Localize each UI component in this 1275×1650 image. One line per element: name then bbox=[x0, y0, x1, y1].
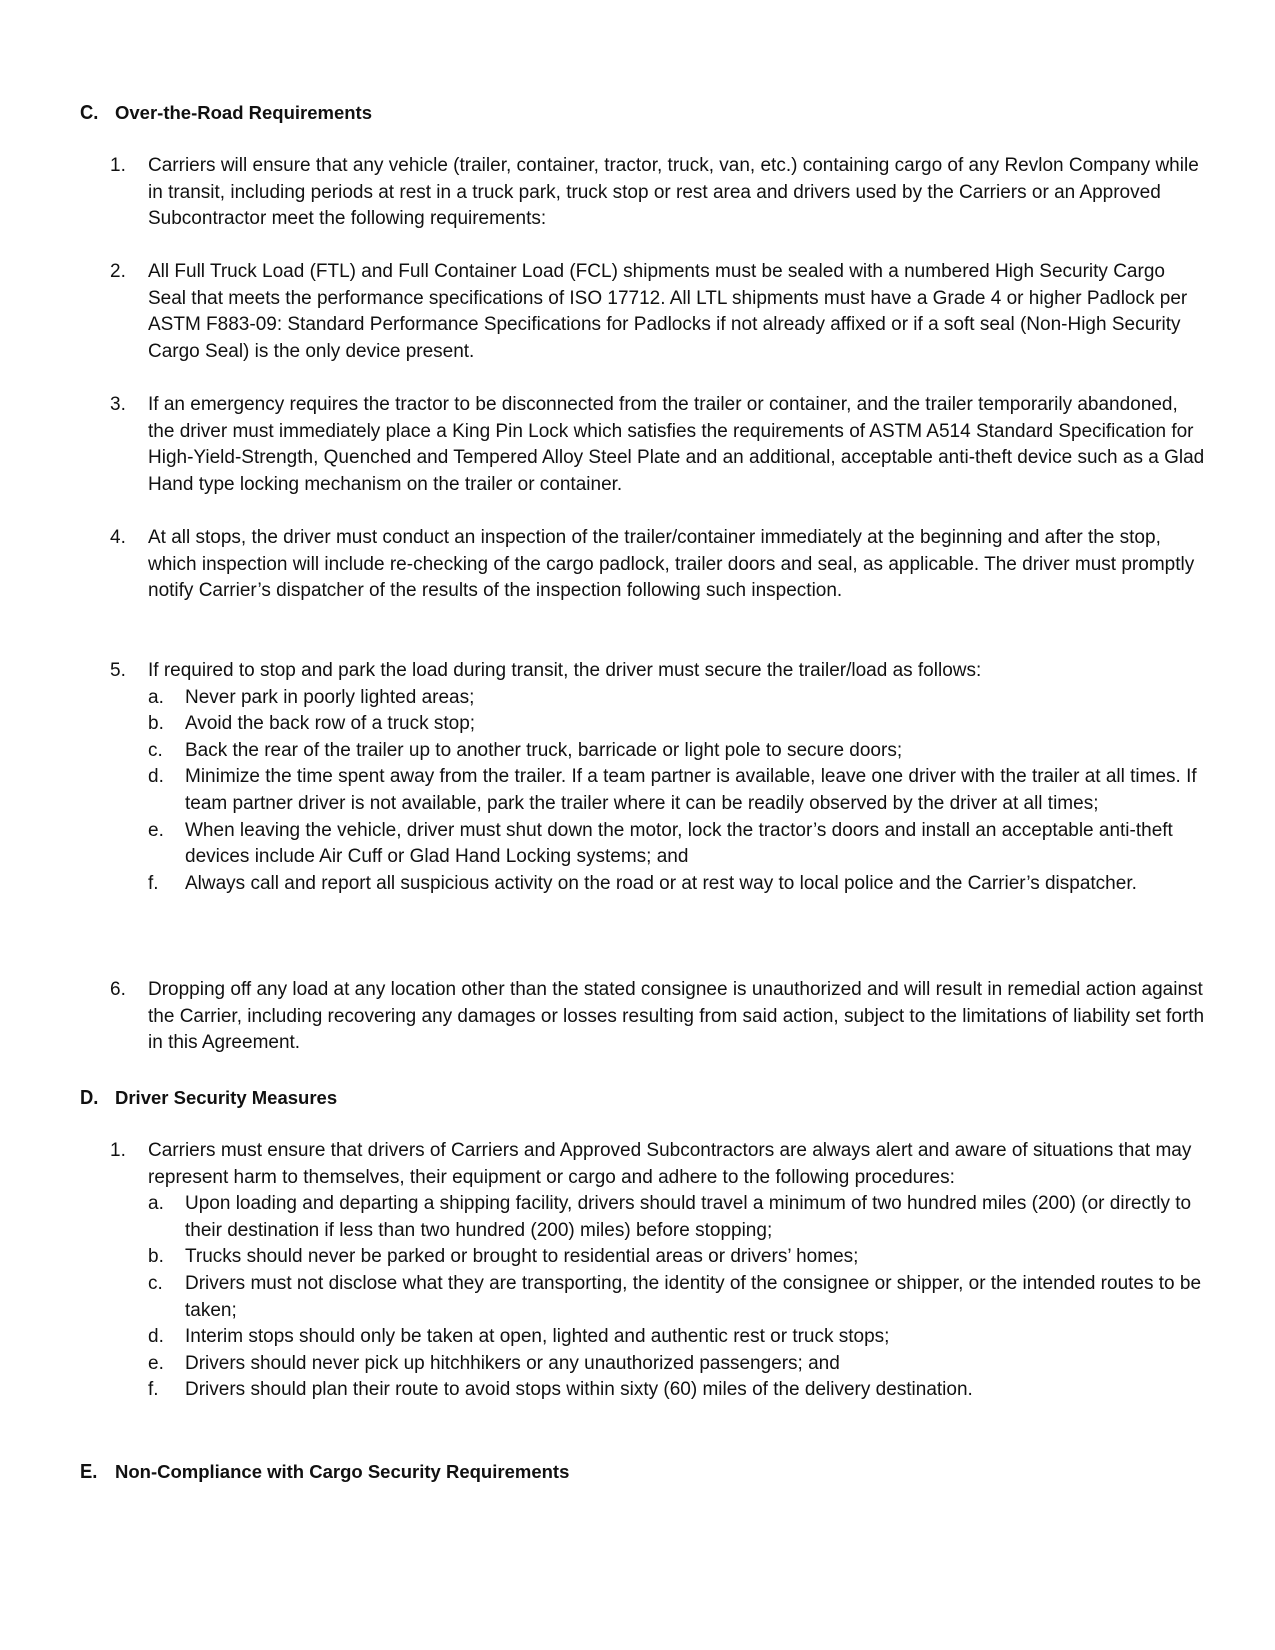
sub-item-text: Back the rear of the trailer up to another truck, barricade or light pole to secure doors; bbox=[185, 739, 903, 761]
sub-item-letter: c. bbox=[148, 1272, 163, 1294]
section-title: Non-Compliance with Cargo Security Requirements bbox=[115, 1461, 570, 1482]
sub-item-text: Avoid the back row of a truck stop; bbox=[185, 713, 476, 735]
sub-item-letter: a. bbox=[148, 686, 164, 708]
sub-list-item bbox=[110, 1271, 1205, 1324]
section-letter: E. bbox=[80, 1461, 98, 1483]
list-item bbox=[110, 259, 1205, 365]
sub-item-text: Always call and report all suspicious activity on the road or at rest way to local police and the Carrier’s dispatcher. bbox=[185, 872, 1137, 894]
section-heading-d bbox=[80, 1085, 337, 1112]
sub-item-text: Never park in poorly lighted areas; bbox=[185, 686, 475, 708]
sub-list-item bbox=[110, 738, 1205, 765]
item-number: 4. bbox=[110, 527, 126, 548]
list-item bbox=[110, 658, 1205, 897]
sub-item-text: When leaving the vehicle, driver must shut down the motor, lock the tractor’s doors and install an acceptable anti-theft devices include Air Cuff or Glad Hand Locking systems; and bbox=[185, 819, 1173, 868]
sub-item-letter: e. bbox=[148, 1352, 164, 1374]
sub-item-text: Drivers should plan their route to avoid stops within sixty (60) miles of the delivery destination. bbox=[185, 1379, 973, 1401]
sub-item-letter: d. bbox=[148, 1326, 164, 1348]
item-text: If required to stop and park the load during transit, the driver must secure the trailer/load as follows: bbox=[148, 660, 982, 681]
list-item bbox=[110, 392, 1205, 498]
item-text: If an emergency requires the tractor to be disconnected from the trailer or container, and the trailer temporarily abandoned, the driver must immediately place a King Pin Lock which satisfies the requirements of ASTM A514 Standard Specification for High-Yield-Strength, Quenched and Tempered Alloy Steel Plate and an additional, acceptable anti-theft device such as a Glad Hand type locking mechanism on the trailer or container. bbox=[148, 394, 1205, 495]
list-item bbox=[110, 1138, 1205, 1404]
sub-list-item bbox=[110, 711, 1205, 738]
item-number: 1. bbox=[110, 155, 126, 176]
sub-list-item bbox=[110, 1377, 1205, 1404]
sub-list-item bbox=[110, 1324, 1205, 1351]
sub-item-letter: c. bbox=[148, 739, 163, 761]
sub-item-text: Drivers must not disclose what they are transporting, the identity of the consignee or shipper, or the intended routes to be taken; bbox=[185, 1272, 1202, 1321]
item-number: 2. bbox=[110, 261, 126, 282]
sub-item-letter: f. bbox=[148, 872, 159, 894]
sub-item-text: Drivers should never pick up hitchhikers or any unauthorized passengers; and bbox=[185, 1352, 840, 1374]
sub-item-letter: a. bbox=[148, 1193, 164, 1215]
sub-list-item bbox=[110, 685, 1205, 712]
section-heading-c bbox=[80, 100, 372, 127]
list-item bbox=[110, 977, 1205, 1057]
sub-item-letter: f. bbox=[148, 1379, 159, 1401]
sub-list-item bbox=[110, 871, 1205, 898]
sub-list-item bbox=[110, 1351, 1205, 1378]
item-number: 1. bbox=[110, 1140, 126, 1161]
sub-item-letter: e. bbox=[148, 819, 164, 841]
sub-list-item bbox=[110, 818, 1205, 871]
list-item bbox=[110, 525, 1205, 605]
item-text: Dropping off any load at any location other than the stated consignee is unauthorized and will result in remedial action against the Carrier, including recovering any damages or losses resulting from said action, subject to the limitations of liability set forth in this Agreement. bbox=[148, 979, 1205, 1054]
section-letter: C. bbox=[80, 102, 99, 124]
item-number: 3. bbox=[110, 394, 126, 415]
sub-list-item bbox=[110, 764, 1205, 817]
item-number: 5. bbox=[110, 660, 126, 681]
item-text: Carriers must ensure that drivers of Carriers and Approved Subcontractors are always alert and aware of situations that may represent harm to themselves, their equipment or cargo and adhere to the following procedures: bbox=[148, 1140, 1192, 1188]
sub-list-item bbox=[110, 1244, 1205, 1271]
section-letter: D. bbox=[80, 1087, 99, 1109]
sub-item-text: Interim stops should only be taken at open, lighted and authentic rest or truck stops; bbox=[185, 1326, 890, 1348]
list-item bbox=[110, 153, 1205, 233]
section-heading-e bbox=[80, 1459, 569, 1486]
sub-item-letter: d. bbox=[148, 766, 164, 788]
sub-list-item bbox=[110, 1191, 1205, 1244]
sub-item-letter: b. bbox=[148, 1246, 164, 1268]
item-text: All Full Truck Load (FTL) and Full Container Load (FCL) shipments must be sealed with a numbered High Security Cargo Seal that meets the performance specifications of ISO 17712. All LTL shipments must have a Grade 4 or higher Padlock per ASTM F883-09: Standard Performance Specifications for Padlocks if not already affixed or if a soft seal (Non-High Security Cargo Seal) is the only device present. bbox=[148, 261, 1188, 362]
section-title: Driver Security Measures bbox=[115, 1087, 338, 1108]
item-number: 6. bbox=[110, 979, 126, 1000]
section-title: Over-the-Road Requirements bbox=[115, 102, 372, 123]
sub-item-text: Upon loading and departing a shipping facility, drivers should travel a minimum of two hundred miles (200) (or directly to their destination if less than two hundred (200) miles) before stopping; bbox=[185, 1193, 1192, 1241]
sub-item-text: Trucks should never be parked or brought to residential areas or drivers’ homes; bbox=[185, 1246, 859, 1268]
item-text: At all stops, the driver must conduct an inspection of the trailer/container immediately at the beginning and after the stop, which inspection will include re-checking of the cargo padlock, trailer doors and seal, as applicable. The driver must promptly notify Carrier’s dispatcher of the results of the inspection following such inspection. bbox=[148, 527, 1195, 602]
item-text: Carriers will ensure that any vehicle (trailer, container, tractor, truck, van, etc.) containing cargo of any Revlon Company while in transit, including periods at rest in a truck park, truck stop or rest area and drivers used by the Carriers or an Approved Subcontractor meet the following requirements: bbox=[148, 155, 1199, 230]
sub-item-letter: b. bbox=[148, 713, 164, 735]
sub-item-text: Minimize the time spent away from the trailer. If a team partner is available, leave one driver with the trailer at all times. If team partner driver is not available, park the trailer where it can be readily observed by the driver at all times; bbox=[185, 766, 1197, 814]
